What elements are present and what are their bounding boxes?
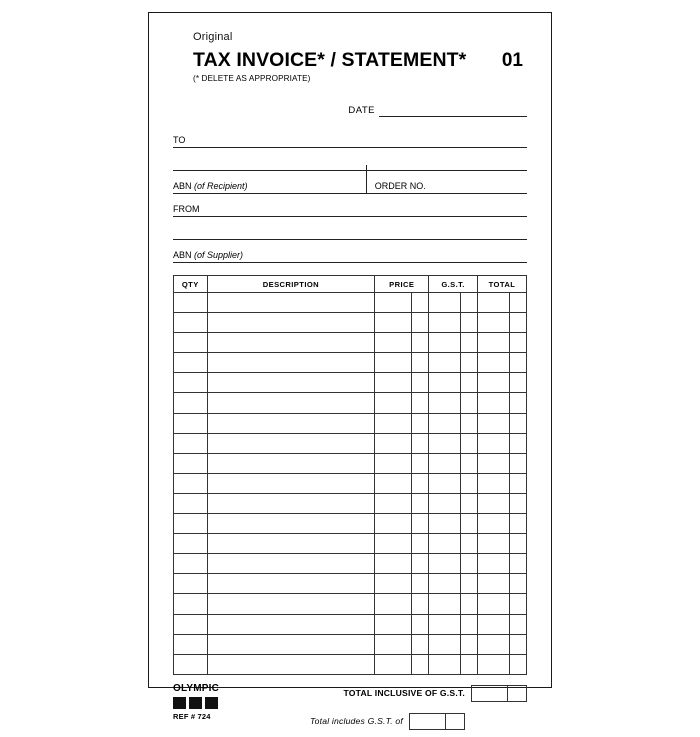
total-inclusive-row — [343, 685, 527, 702]
book-number: 01 — [501, 50, 523, 71]
total-cents-cell — [507, 686, 526, 701]
cell-gst-cents[interactable] — [460, 574, 477, 594]
abn-supplier-label — [173, 250, 243, 260]
cell-price-cents[interactable] — [412, 413, 429, 433]
cell-qty[interactable] — [174, 353, 208, 373]
cell-price-cents[interactable] — [412, 554, 429, 574]
cell-description[interactable] — [207, 574, 375, 594]
cell-price-cents[interactable] — [412, 393, 429, 413]
cell-total-cents[interactable] — [510, 534, 527, 554]
col-header-total: TOTAL — [477, 276, 526, 293]
cell-price-dollars[interactable] — [375, 453, 412, 473]
cell-description[interactable] — [207, 313, 375, 333]
cell-gst-cents[interactable] — [460, 654, 477, 674]
total-inclusive-label: TOTAL INCLUSIVE OF G.S.T. — [343, 688, 465, 699]
cell-total-dollars[interactable] — [477, 574, 509, 594]
column-divider — [366, 165, 367, 193]
cell-qty[interactable] — [174, 614, 208, 634]
abn-recipient-order-row — [173, 171, 527, 194]
cell-gst-cents[interactable] — [460, 614, 477, 634]
cell-qty[interactable] — [174, 594, 208, 614]
cell-description[interactable] — [207, 594, 375, 614]
cell-gst-cents[interactable] — [460, 634, 477, 654]
cell-price-dollars[interactable] — [375, 333, 412, 353]
cell-gst-dollars[interactable] — [429, 293, 461, 313]
cell-total-dollars[interactable] — [477, 373, 509, 393]
cell-price-cents[interactable] — [412, 293, 429, 313]
cell-gst-cents[interactable] — [460, 534, 477, 554]
gst-included-amount-box[interactable] — [409, 713, 465, 730]
cell-qty[interactable] — [174, 534, 208, 554]
cell-price-cents[interactable] — [412, 493, 429, 513]
cell-description[interactable] — [207, 654, 375, 674]
cell-price-dollars[interactable] — [375, 634, 412, 654]
cell-gst-cents[interactable] — [460, 493, 477, 513]
cell-qty[interactable] — [174, 493, 208, 513]
cell-gst-dollars[interactable] — [429, 514, 461, 534]
form-inner — [149, 13, 551, 727]
cell-description[interactable] — [207, 614, 375, 634]
date-input-line[interactable] — [379, 116, 527, 117]
cell-total-cents[interactable] — [510, 574, 527, 594]
cell-total-cents[interactable] — [510, 313, 527, 333]
cell-gst-dollars[interactable] — [429, 433, 461, 453]
cell-gst-cents[interactable] — [460, 393, 477, 413]
cell-price-cents[interactable] — [412, 433, 429, 453]
table-header-row — [174, 276, 527, 293]
cell-gst-dollars[interactable] — [429, 554, 461, 574]
cell-description[interactable] — [207, 453, 375, 473]
gst-cents-cell — [445, 714, 464, 729]
table-row[interactable] — [174, 554, 527, 574]
date-field-row — [173, 97, 527, 119]
cell-gst-cents[interactable] — [460, 353, 477, 373]
cell-gst-cents[interactable] — [460, 554, 477, 574]
cell-price-cents[interactable] — [412, 574, 429, 594]
gst-included-label: Total includes G.S.T. of — [309, 716, 403, 727]
abn-supplier-note: (of Supplier) — [194, 250, 244, 260]
cell-gst-dollars[interactable] — [429, 373, 461, 393]
cell-qty[interactable] — [174, 393, 208, 413]
cell-gst-dollars[interactable] — [429, 393, 461, 413]
cell-price-dollars[interactable] — [375, 473, 412, 493]
cell-gst-cents[interactable] — [460, 333, 477, 353]
cell-qty[interactable] — [174, 554, 208, 574]
table-row[interactable] — [174, 333, 527, 353]
cell-price-cents[interactable] — [412, 333, 429, 353]
cell-description[interactable] — [207, 293, 375, 313]
cell-gst-dollars[interactable] — [429, 634, 461, 654]
cell-total-dollars[interactable] — [477, 453, 509, 473]
cell-description[interactable] — [207, 493, 375, 513]
order-no-label: ORDER NO. — [374, 181, 426, 191]
table-row[interactable] — [174, 574, 527, 594]
table-row[interactable] — [174, 473, 527, 493]
cell-gst-dollars[interactable] — [429, 493, 461, 513]
cell-price-cents[interactable] — [412, 373, 429, 393]
cell-qty[interactable] — [174, 373, 208, 393]
cell-description[interactable] — [207, 634, 375, 654]
cell-price-dollars[interactable] — [375, 493, 412, 513]
table-row[interactable] — [174, 634, 527, 654]
table-row[interactable] — [174, 373, 527, 393]
table-row[interactable] — [174, 433, 527, 453]
brand-block — [173, 683, 293, 721]
title-subtitle: (* DELETE AS APPROPRIATE) — [193, 74, 311, 83]
table-row[interactable] — [174, 293, 527, 313]
cell-description[interactable] — [207, 514, 375, 534]
cell-qty[interactable] — [174, 333, 208, 353]
cell-price-dollars[interactable] — [375, 554, 412, 574]
brand-reference: REF # 724 — [173, 711, 211, 721]
table-row[interactable] — [174, 413, 527, 433]
cell-price-dollars[interactable] — [375, 293, 412, 313]
cell-qty[interactable] — [174, 634, 208, 654]
to-field-line-2[interactable] — [173, 148, 527, 171]
cell-gst-cents[interactable] — [460, 514, 477, 534]
cell-description[interactable] — [207, 433, 375, 453]
abn-supplier-line[interactable] — [173, 240, 527, 263]
abn-supplier-label-text: ABN — [173, 250, 192, 260]
cell-gst-cents[interactable] — [460, 373, 477, 393]
cell-total-dollars[interactable] — [477, 293, 509, 313]
gst-included-row — [310, 713, 465, 730]
cell-qty[interactable] — [174, 514, 208, 534]
cell-qty[interactable] — [174, 654, 208, 674]
cell-gst-dollars[interactable] — [429, 654, 461, 674]
cell-gst-dollars[interactable] — [429, 473, 461, 493]
cell-price-dollars[interactable] — [375, 373, 412, 393]
page-title: TAX INVOICE* / STATEMENT* — [193, 49, 467, 71]
cell-total-dollars[interactable] — [477, 413, 509, 433]
cell-total-cents[interactable] — [510, 594, 527, 614]
table-row[interactable] — [174, 353, 527, 373]
cell-price-cents[interactable] — [412, 514, 429, 534]
cell-total-cents[interactable] — [510, 614, 527, 634]
cell-price-dollars[interactable] — [375, 514, 412, 534]
table-body — [174, 293, 527, 675]
from-field-line-2[interactable] — [173, 217, 527, 240]
to-field-line-1[interactable] — [173, 125, 527, 148]
abn-recipient-note: (of Recipient) — [194, 181, 248, 191]
cell-total-dollars[interactable] — [477, 534, 509, 554]
copy-type-label: Original — [193, 31, 233, 43]
cell-price-dollars[interactable] — [375, 353, 412, 373]
cell-description[interactable] — [207, 554, 375, 574]
cell-gst-cents[interactable] — [460, 594, 477, 614]
date-label: DATE — [348, 105, 375, 116]
cell-total-dollars[interactable] — [477, 594, 509, 614]
cell-description[interactable] — [207, 373, 375, 393]
table-row[interactable] — [174, 614, 527, 634]
cell-qty[interactable] — [174, 313, 208, 333]
cell-description[interactable] — [207, 534, 375, 554]
cell-total-dollars[interactable] — [477, 393, 509, 413]
cell-total-cents[interactable] — [510, 634, 527, 654]
table-row[interactable] — [174, 534, 527, 554]
cell-gst-cents[interactable] — [460, 453, 477, 473]
cell-price-cents[interactable] — [412, 313, 429, 333]
cell-gst-dollars[interactable] — [429, 614, 461, 634]
cell-total-dollars[interactable] — [477, 654, 509, 674]
abn-recipient-label — [173, 181, 248, 191]
cell-total-cents[interactable] — [510, 413, 527, 433]
cell-total-dollars[interactable] — [477, 614, 509, 634]
cell-gst-cents[interactable] — [460, 433, 477, 453]
cell-total-dollars[interactable] — [477, 433, 509, 453]
cell-qty[interactable] — [174, 433, 208, 453]
cell-price-cents[interactable] — [412, 534, 429, 554]
cell-qty[interactable] — [174, 293, 208, 313]
cell-total-cents[interactable] — [510, 433, 527, 453]
from-label: FROM — [173, 204, 200, 214]
cell-gst-cents[interactable] — [460, 413, 477, 433]
cell-total-dollars[interactable] — [477, 333, 509, 353]
cell-total-cents[interactable] — [510, 453, 527, 473]
table-row[interactable] — [174, 654, 527, 674]
cell-description[interactable] — [207, 353, 375, 373]
cell-total-cents[interactable] — [510, 654, 527, 674]
form-footer — [173, 681, 527, 737]
cell-price-dollars[interactable] — [375, 313, 412, 333]
cell-gst-dollars[interactable] — [429, 534, 461, 554]
col-header-gst: G.S.T. — [429, 276, 478, 293]
to-label: TO — [173, 135, 186, 145]
brand-name: OLYMPIC — [173, 682, 220, 694]
table-header — [174, 276, 527, 293]
table-row[interactable] — [174, 393, 527, 413]
cell-total-cents[interactable] — [510, 493, 527, 513]
col-header-qty: QTY — [174, 276, 208, 293]
cell-description[interactable] — [207, 333, 375, 353]
cell-total-cents[interactable] — [510, 554, 527, 574]
cell-gst-cents[interactable] — [460, 473, 477, 493]
total-inclusive-amount-box[interactable] — [471, 685, 527, 702]
col-header-price: PRICE — [375, 276, 429, 293]
cell-gst-dollars[interactable] — [429, 594, 461, 614]
cell-total-dollars[interactable] — [477, 514, 509, 534]
title-row — [193, 49, 527, 72]
cell-total-cents[interactable] — [510, 514, 527, 534]
cell-price-cents[interactable] — [412, 614, 429, 634]
cell-gst-cents[interactable] — [460, 313, 477, 333]
cell-qty[interactable] — [174, 453, 208, 473]
cell-gst-dollars[interactable] — [429, 413, 461, 433]
cell-total-cents[interactable] — [510, 373, 527, 393]
table-row[interactable] — [174, 594, 527, 614]
cell-gst-dollars[interactable] — [429, 313, 461, 333]
table-row[interactable] — [174, 514, 527, 534]
cell-qty[interactable] — [174, 473, 208, 493]
cell-total-dollars[interactable] — [477, 313, 509, 333]
brand-bars-icon — [173, 697, 293, 709]
cell-total-cents[interactable] — [510, 353, 527, 373]
cell-price-dollars[interactable] — [375, 614, 412, 634]
cell-price-cents[interactable] — [412, 473, 429, 493]
cell-gst-dollars[interactable] — [429, 333, 461, 353]
cell-total-cents[interactable] — [510, 393, 527, 413]
cell-description[interactable] — [207, 473, 375, 493]
cell-gst-dollars[interactable] — [429, 574, 461, 594]
from-field-line-1[interactable] — [173, 194, 527, 217]
cell-price-cents[interactable] — [412, 594, 429, 614]
cell-price-dollars[interactable] — [375, 433, 412, 453]
cell-total-dollars[interactable] — [477, 634, 509, 654]
cell-total-cents[interactable] — [510, 473, 527, 493]
cell-price-cents[interactable] — [412, 654, 429, 674]
cell-price-cents[interactable] — [412, 634, 429, 654]
cell-gst-dollars[interactable] — [429, 453, 461, 473]
cell-qty[interactable] — [174, 574, 208, 594]
tax-invoice-form — [148, 12, 552, 727]
table-row[interactable] — [174, 493, 527, 513]
cell-total-cents[interactable] — [510, 333, 527, 353]
cell-total-cents[interactable] — [510, 293, 527, 313]
cell-qty[interactable] — [174, 413, 208, 433]
line-items-table — [173, 275, 527, 675]
cell-price-cents[interactable] — [412, 453, 429, 473]
cell-total-dollars[interactable] — [477, 493, 509, 513]
cell-price-dollars[interactable] — [375, 413, 412, 433]
cell-price-cents[interactable] — [412, 353, 429, 373]
cell-price-dollars[interactable] — [375, 594, 412, 614]
cell-gst-cents[interactable] — [460, 293, 477, 313]
cell-total-dollars[interactable] — [477, 473, 509, 493]
cell-description[interactable] — [207, 413, 375, 433]
cell-price-dollars[interactable] — [375, 654, 412, 674]
cell-description[interactable] — [207, 393, 375, 413]
table-row[interactable] — [174, 313, 527, 333]
abn-recipient-label-text: ABN — [173, 181, 192, 191]
cell-total-dollars[interactable] — [477, 353, 509, 373]
col-header-description: DESCRIPTION — [207, 276, 375, 293]
cell-price-dollars[interactable] — [375, 534, 412, 554]
cell-total-dollars[interactable] — [477, 554, 509, 574]
cell-gst-dollars[interactable] — [429, 353, 461, 373]
cell-price-dollars[interactable] — [375, 574, 412, 594]
cell-price-dollars[interactable] — [375, 393, 412, 413]
table-row[interactable] — [174, 453, 527, 473]
